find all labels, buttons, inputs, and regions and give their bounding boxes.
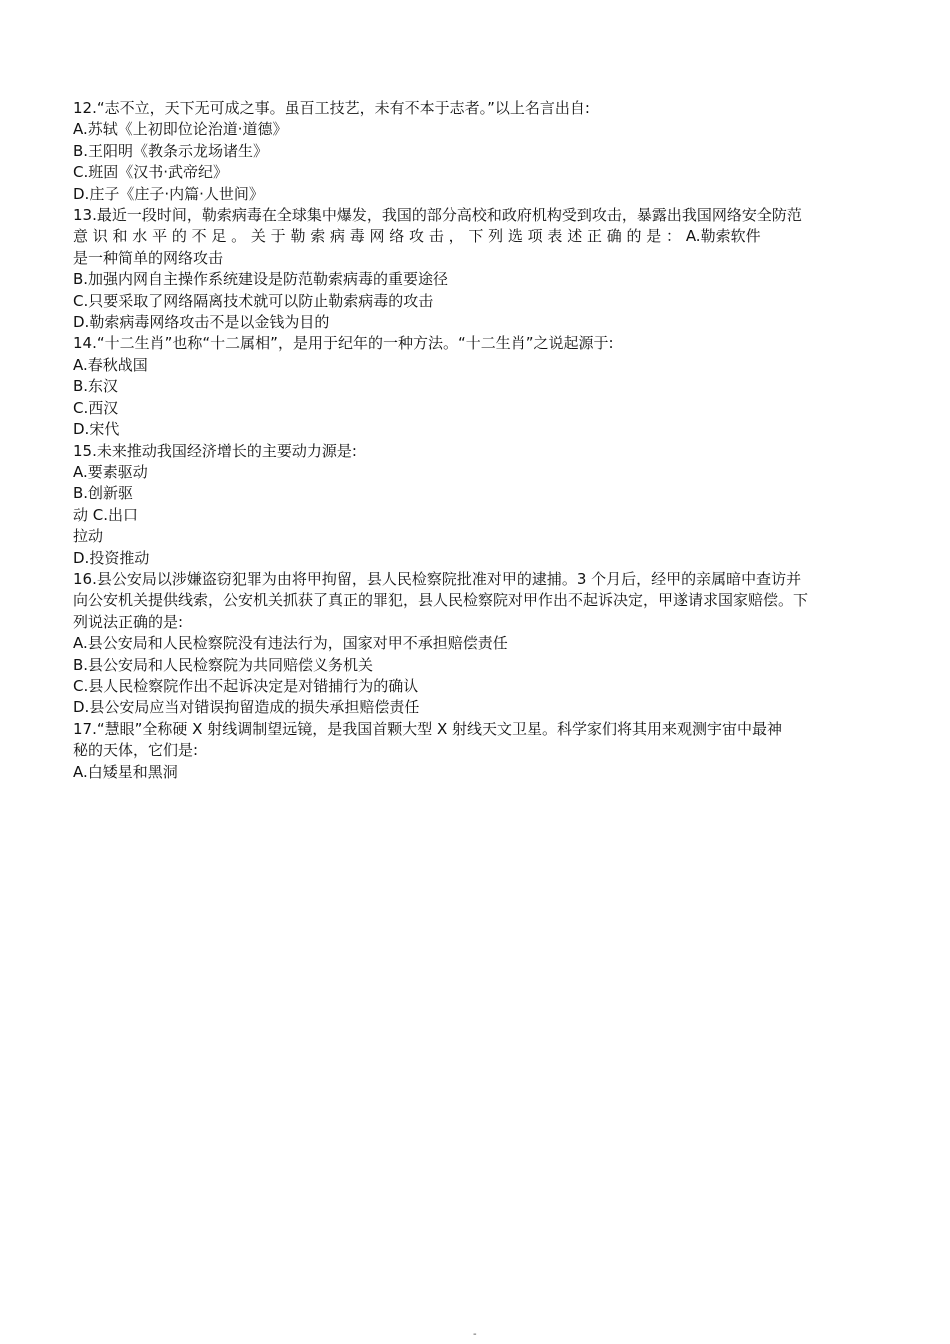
question-stem: 15.未来推动我国经济增长的主要动力源是:	[73, 441, 357, 460]
option-d: D.勒索病毒网络攻击不是以金钱为目的	[73, 313, 330, 332]
question-17	[73, 719, 879, 783]
option-d: D.庄子《庄子·内篇·人世间》	[73, 184, 264, 203]
question-stem: 12.“志不立，天下无可成之事。虽百工技艺，未有不本于志者。”以上名言出自:	[73, 99, 590, 117]
question-stem: 意 识 和 水 平 的 不 足 。 关 于 勒 索 病 毒 网 络 攻 击 ， 下 列 选 项 表 述 正 确 的 是 ： A.勒索软件	[73, 227, 761, 246]
option-c-continued: 拉动	[73, 527, 104, 546]
question-16	[73, 569, 879, 719]
page-footer-mark: -	[473, 1329, 477, 1340]
option-b: B.东汉	[73, 377, 119, 396]
option-b: B.创新驱	[73, 484, 134, 503]
option-a: A.春秋战国	[73, 355, 148, 374]
option-b: B.县公安局和人民检察院为共同赔偿义务机关	[73, 655, 374, 674]
question-13	[73, 205, 879, 333]
document-page	[73, 98, 879, 783]
option-a: A.要素驱动	[73, 462, 148, 481]
option-c: C.西汉	[73, 398, 119, 417]
question-stem: 向公安机关提供线索，公安机关抓获了真正的罪犯，县人民检察院对甲作出不起诉决定，甲遂请求国家赔偿。下	[73, 591, 809, 610]
option-b: B.王阳明《教条示龙场诸生》	[73, 141, 269, 160]
question-stem: 是一种简单的网络攻击	[73, 248, 224, 267]
question-stem: 17.“慧眼”全称硬 X 射线调制望远镜，是我国首颗大型 X 射线天文卫星。科学家们将其用来观测宇宙中最神	[73, 719, 783, 738]
option-d: D.县公安局应当对错误拘留造成的损失承担赔偿责任	[73, 698, 420, 717]
option-a: A.县公安局和人民检察院没有违法行为，国家对甲不承担赔偿责任	[73, 634, 508, 653]
option-c: C.班固《汉书·武帝纪》	[73, 163, 229, 182]
option-c: C.县人民检察院作出不起诉决定是对错捕行为的确认	[73, 676, 419, 695]
option-c: C.只要采取了网络隔离技术就可以防止勒索病毒的攻击	[73, 291, 434, 310]
option-a: A.白矮星和黑洞	[73, 762, 178, 781]
question-stem: 13.最近一段时间，勒索病毒在全球集中爆发，我国的部分高校和政府机构受到攻击，暴露出我国网络安全防范	[73, 206, 802, 225]
option-c: 动 C.出口	[73, 505, 139, 524]
option-a: A.苏轼《上初即位论治道·道德》	[73, 120, 288, 139]
question-stem: 秘的天体，它们是:	[73, 741, 199, 760]
question-15	[73, 441, 879, 569]
option-d: D.投资推动	[73, 548, 150, 567]
question-14	[73, 333, 879, 440]
question-12	[73, 98, 879, 205]
option-b: B.加强内网自主操作系统建设是防范勒索病毒的重要途径	[73, 270, 449, 289]
question-stem: 14.“十二生肖”也称“十二属相”，是用于纪年的一种方法。“十二生肖”之说起源于:	[73, 334, 614, 353]
question-stem: 16.县公安局以涉嫌盗窃犯罪为由将甲拘留，县人民检察院批准对甲的逮捕。3 个月后，经甲的亲属暗中查访并	[73, 569, 802, 588]
question-stem: 列说法正确的是:	[73, 612, 184, 631]
option-d: D.宋代	[73, 420, 120, 439]
